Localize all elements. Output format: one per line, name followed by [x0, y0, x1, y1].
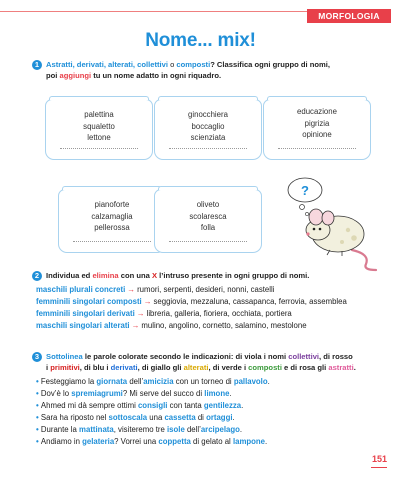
exercise-2-number: 2 [32, 271, 42, 281]
sentence-5 [36, 425, 242, 435]
group-words[interactable]: mulino, angolino, cornetto, salamino, mestolone [141, 321, 307, 330]
page-title: Nome... mix! [145, 30, 256, 51]
exercise-2-instruction [46, 271, 309, 282]
sentence-text: . [239, 425, 243, 434]
sentence-1 [36, 377, 270, 387]
target-word[interactable]: sottoscala [108, 413, 148, 422]
section-tab: MORFOLOGIA [307, 9, 391, 23]
instruction-text: primitivi [50, 362, 80, 372]
jar-word: pigrizia [304, 118, 330, 128]
jar-answer-line[interactable] [278, 148, 356, 149]
group-category: maschili plurali concreti [36, 285, 126, 294]
target-word[interactable]: consigli [137, 401, 168, 410]
jar-word: opinione [302, 130, 332, 139]
jar-word: pianoforte [94, 200, 130, 209]
target-word[interactable]: coppetta [158, 437, 191, 446]
jar-word: educazione [297, 107, 337, 116]
instruction-text: le parole colorate secondo le indicazioni: di viola i nomi [82, 352, 289, 361]
target-word[interactable]: arcipelago [200, 425, 240, 434]
jar-word: scienziata [190, 133, 226, 142]
instruction-text: ? Classifica ogni gruppo di nomi, [210, 60, 331, 69]
jar-lid [158, 96, 258, 100]
sentence-text: Festeggiamo la [40, 377, 97, 386]
exercise-1-instruction-line-1 [46, 60, 330, 71]
sentence-3 [36, 401, 243, 411]
arrow-icon: → [127, 285, 136, 294]
instruction-text: Sottolinea [46, 352, 83, 361]
instruction-text: aggiungi [59, 70, 92, 80]
group-category: femminili singolari derivati [36, 309, 135, 318]
jar-word: boccaglio [191, 121, 225, 131]
sentence-text: . [232, 413, 235, 422]
group-row-3 [36, 309, 292, 319]
instruction-text: e di rosa gli [281, 362, 329, 372]
arrow-icon: → [143, 297, 152, 306]
jar-2-words [155, 109, 261, 144]
jar-3 [263, 99, 371, 160]
instruction-text: composti [176, 60, 211, 69]
page-number-underline [371, 467, 387, 468]
sentence-text: Sara ha riposto nel [40, 413, 109, 422]
jar-lid [62, 186, 162, 190]
bullet-icon: • [36, 389, 41, 398]
group-row-4 [36, 321, 307, 331]
instruction-text: . [353, 362, 356, 372]
jar-word: oliveto [196, 200, 220, 209]
instruction-text: X [151, 271, 158, 280]
jar-word: pellerossa [94, 223, 130, 232]
mouse-ear [322, 211, 334, 225]
sentence-text: . [265, 437, 268, 446]
sentence-text: con tanta [167, 401, 204, 410]
sentence-4 [36, 413, 235, 423]
sentence-text: . [241, 401, 244, 410]
jar-1 [45, 99, 153, 160]
instruction-text: Astratti, derivati, alterati, collettivi [46, 60, 168, 69]
group-words[interactable]: rumori, serpenti, desideri, nonni, castelli [137, 285, 275, 294]
sentence-text: dell’ [184, 425, 201, 434]
group-category: maschili singolari alterati [36, 321, 130, 330]
group-row-2 [36, 297, 347, 307]
jar-word: calzamaglia [91, 211, 133, 221]
bullet-icon: • [36, 377, 41, 386]
group-row-1 [36, 285, 274, 295]
target-word[interactable]: spremiagrumi [71, 389, 123, 398]
instruction-text: collettivi [288, 352, 320, 361]
exercise-2-instruction-line [46, 271, 309, 282]
instruction-text: , di rosso [319, 352, 353, 361]
target-word[interactable]: gentilezza [203, 401, 242, 410]
target-word[interactable]: gelateria [82, 437, 115, 446]
mouse-ear [309, 209, 323, 225]
target-word[interactable]: giornata [96, 377, 128, 386]
jar-answer-line[interactable] [169, 148, 247, 149]
jar-3-words [264, 106, 370, 141]
target-word[interactable]: pallavolo [233, 377, 268, 386]
sentence-text: dell’ [127, 377, 144, 386]
sentence-text: . [229, 389, 232, 398]
jar-word: lettone [87, 133, 111, 142]
group-words[interactable]: libreria, galleria, fioriera, occhiata, portiera [146, 309, 292, 318]
jar-5 [154, 189, 262, 253]
target-word[interactable]: ortaggi [206, 413, 233, 422]
bullet-icon: • [36, 425, 41, 434]
jar-answer-line[interactable] [169, 241, 247, 242]
instruction-text: composti [248, 362, 282, 372]
sentence-text: , visiteremo tre [113, 425, 168, 434]
mouse-nose [306, 232, 309, 235]
instruction-text: astratti [328, 362, 354, 372]
exercise-3-instruction [46, 352, 356, 373]
instruction-text: Individua [46, 271, 80, 280]
instruction-text: alterati [183, 362, 209, 372]
instruction-text: , di blu i [79, 362, 111, 372]
sentence-text: una [147, 413, 165, 422]
jar-2 [154, 99, 262, 160]
instruction-text: i [46, 362, 51, 372]
bullet-icon: • [36, 401, 41, 410]
instruction-text: , di verde i [208, 362, 249, 372]
jar-word: palettina [84, 110, 114, 119]
page-number: 151 [371, 454, 387, 464]
instruction-text: , di giallo gli [137, 362, 184, 372]
sentence-text: di gelato al [190, 437, 233, 446]
exercise-1-number: 1 [32, 60, 42, 70]
sentence-2 [36, 389, 232, 399]
instruction-text: poi [46, 70, 60, 80]
jar-word: squaletto [83, 121, 115, 131]
jar-lid [158, 186, 258, 190]
instruction-text: derivati [110, 362, 138, 372]
sentence-text: Ahmed mi dà sempre ottimi [40, 401, 138, 410]
jar-word: scolaresca [189, 211, 227, 221]
arrow-icon: → [136, 309, 145, 318]
target-word[interactable]: mattinata [79, 425, 114, 434]
mouse-spot [340, 240, 344, 244]
bullet-icon: • [36, 413, 41, 422]
thought-bubble-dot [305, 212, 308, 215]
sentence-text: ? Vorrei una [114, 437, 159, 446]
mouse-spot [346, 228, 350, 232]
target-word[interactable]: limone [204, 389, 230, 398]
thought-bubble-text: ? [301, 183, 309, 198]
jar-lid [49, 96, 149, 100]
mouse-spot [351, 235, 357, 241]
mouse-eye [319, 228, 322, 231]
target-word[interactable]: lampone [232, 437, 265, 446]
sentence-6 [36, 437, 267, 447]
group-words[interactable]: seggiovia, mezzaluna, cassapanca, ferrovia, assemblea [153, 297, 347, 306]
jar-lid [267, 96, 367, 100]
sentence-text: . [267, 377, 270, 386]
sentence-text: Durante la [40, 425, 80, 434]
instruction-text: ed [79, 271, 93, 280]
mouse-drawing [280, 172, 390, 272]
jar-4-words [59, 199, 165, 234]
instruction-text: elimina [92, 271, 119, 280]
instruction-text: tu un nome adatto in ogni riquadro. [91, 70, 222, 80]
mouse-illustration [280, 172, 390, 277]
mouse-eye [313, 228, 316, 231]
target-word[interactable]: isole [167, 425, 185, 434]
instruction-text: o [167, 60, 177, 69]
thought-bubble-dot [300, 205, 305, 210]
exercise-3-instruction-line-1 [46, 352, 356, 363]
sentence-text: con un torneo di [173, 377, 234, 386]
target-word[interactable]: amicizia [143, 377, 174, 386]
jar-word: folla [200, 223, 216, 232]
group-category: femminili singolari composti [36, 297, 142, 306]
exercise-3-instruction-line-2 [46, 363, 356, 374]
bullet-icon: • [36, 437, 41, 446]
mouse-tail [352, 250, 376, 270]
jar-4 [58, 189, 166, 253]
instruction-text: l’intruso presente in ogni gruppo di nomi. [157, 271, 310, 280]
jar-answer-line[interactable] [60, 148, 138, 149]
exercise-1-instruction-line-2 [46, 71, 330, 82]
instruction-text: con una [118, 271, 152, 280]
target-word[interactable]: cassetta [164, 413, 196, 422]
arrow-icon: → [131, 321, 140, 330]
sentence-text: di [195, 413, 207, 422]
sentence-text: Andiamo in [40, 437, 83, 446]
jar-5-words [155, 199, 261, 234]
exercise-3-number: 3 [32, 352, 42, 362]
sentence-text: Dov’è lo [40, 389, 72, 398]
exercise-1-instruction [46, 60, 330, 81]
sentence-text: ? Mi serve del succo di [122, 389, 205, 398]
jar-answer-line[interactable] [73, 241, 151, 242]
jar-word: ginocchiera [188, 110, 228, 119]
jar-1-words [46, 109, 152, 144]
